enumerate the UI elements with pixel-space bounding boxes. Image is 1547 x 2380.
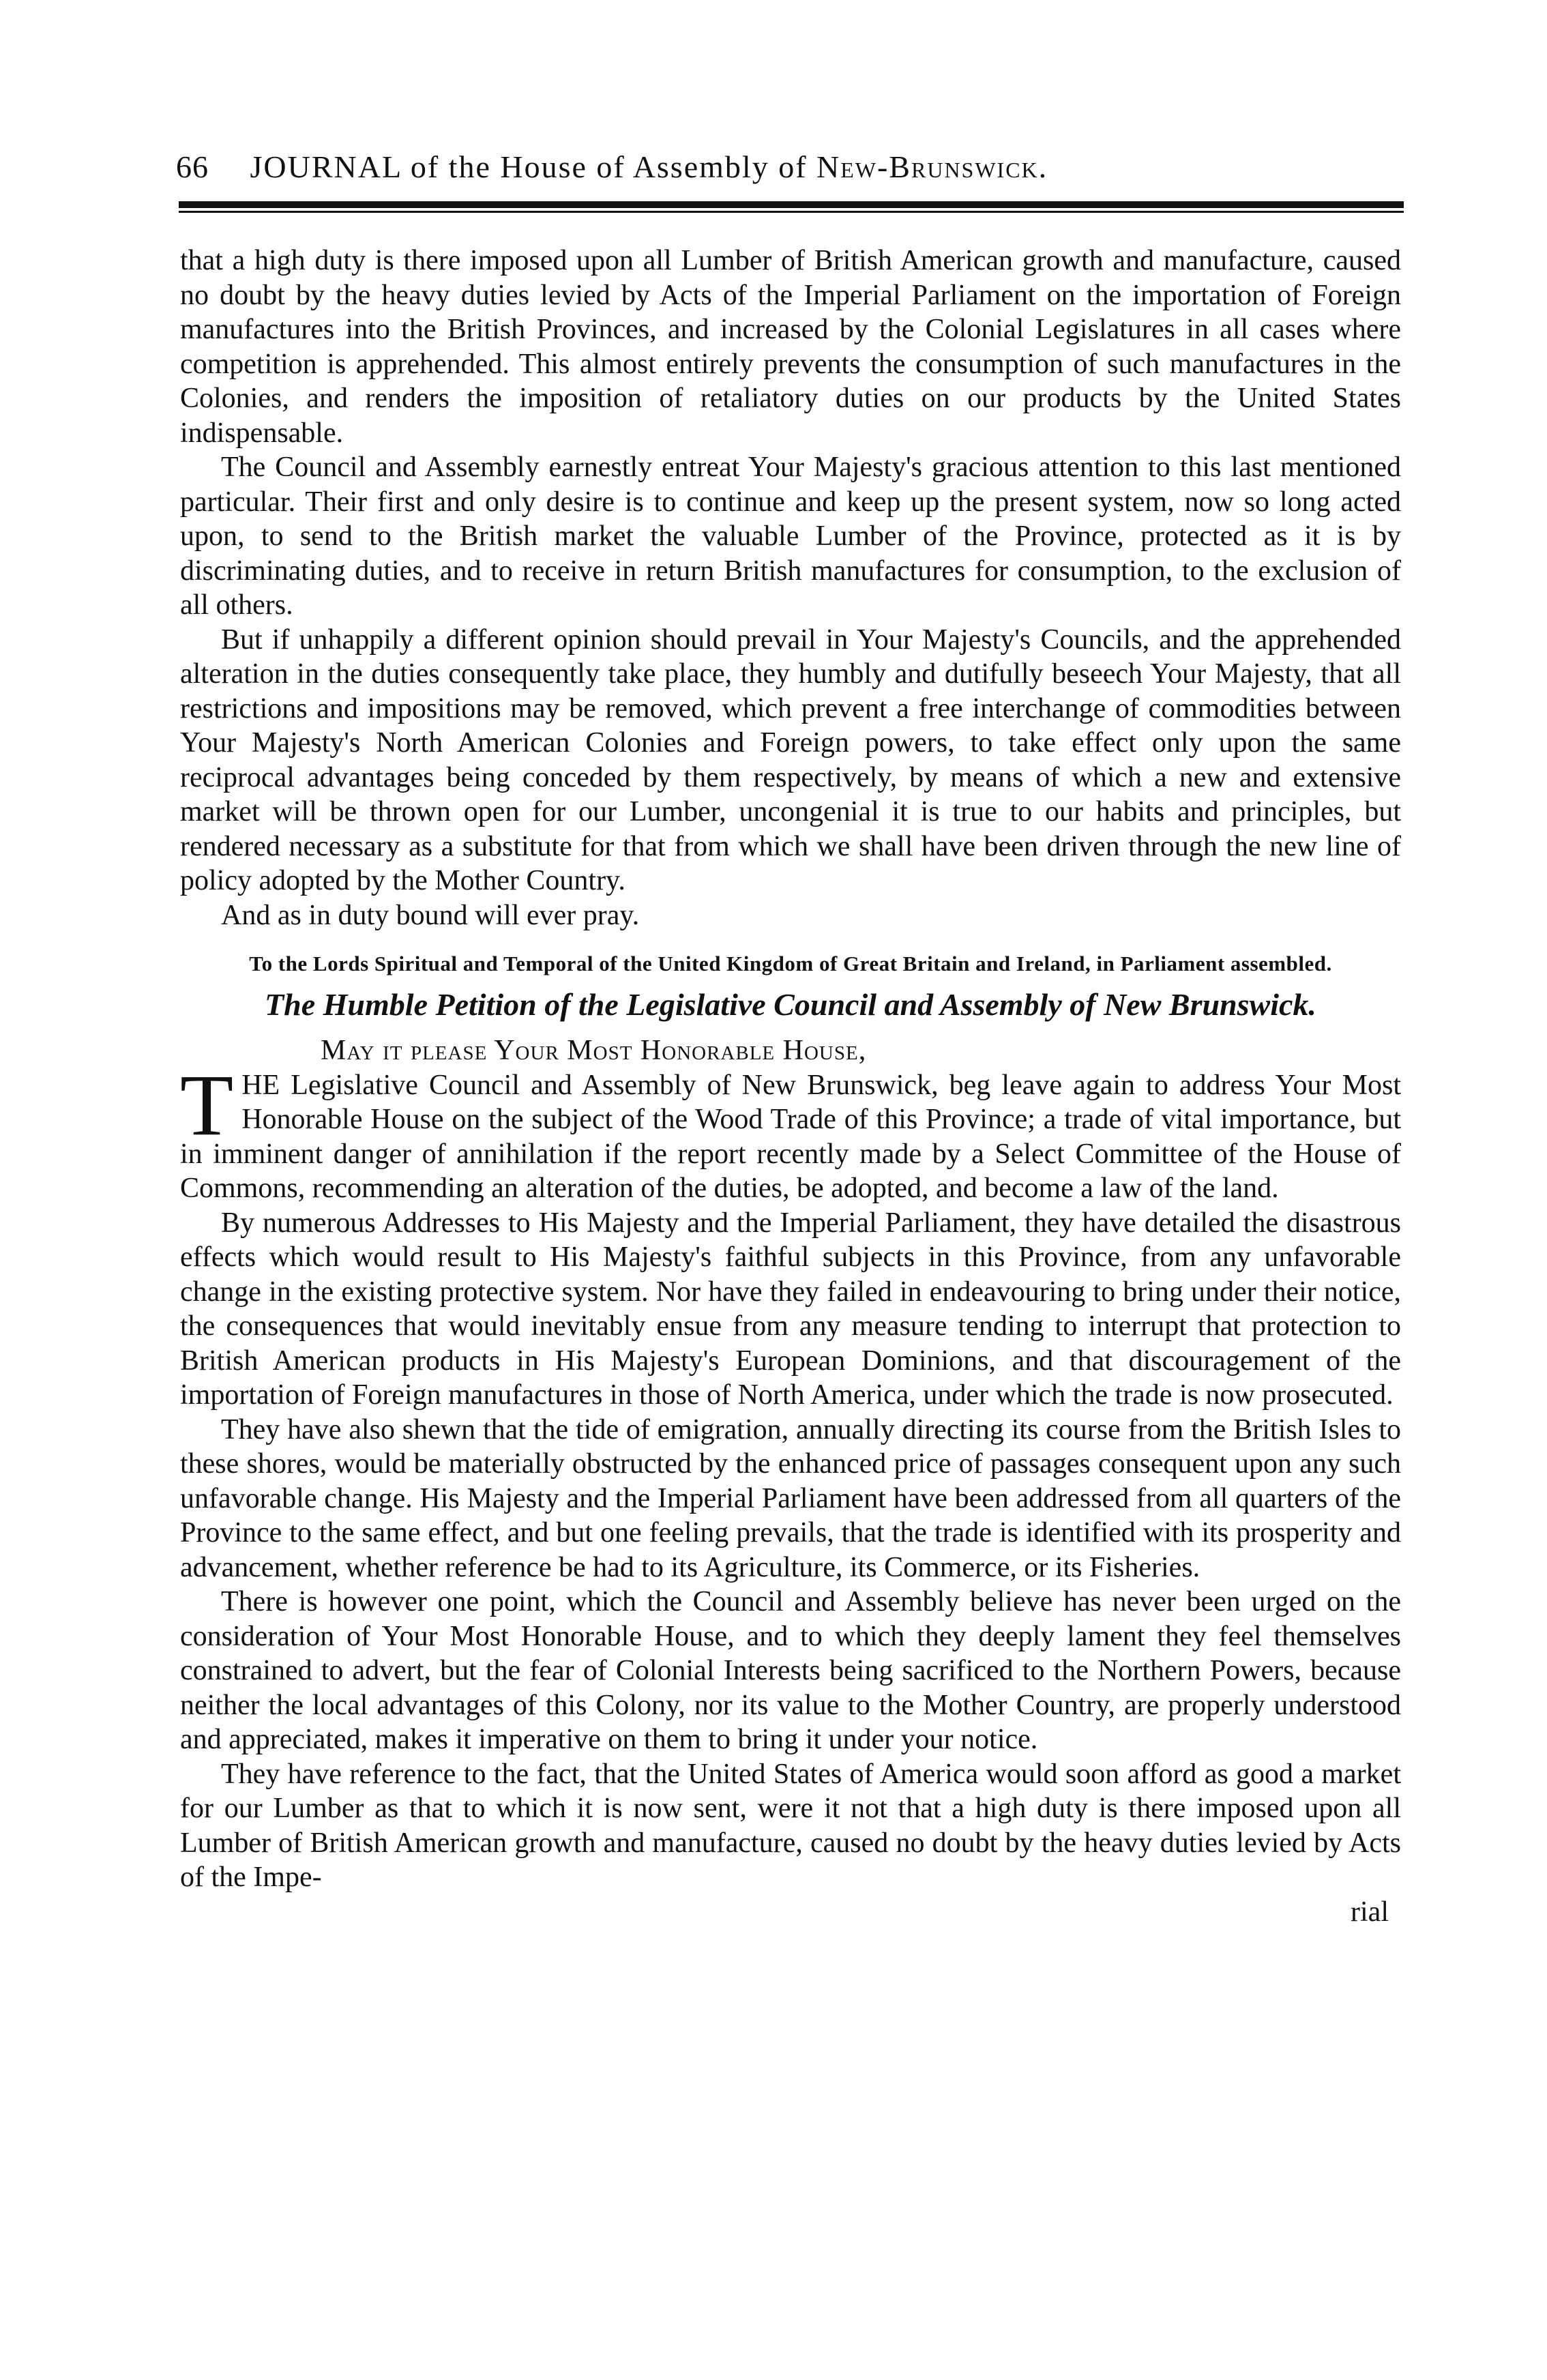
page-body [180, 244, 1401, 1929]
drop-cap: T [180, 1056, 234, 1154]
running-title-text: JOURNAL of the House of Assembly of [250, 149, 817, 184]
body-paragraph: The Council and Assembly earnestly entreat Your Majesty's gracious attention to this last mentioned particular. Their first and only desire is to continue and keep up the present system, now so long acted upon, to send to the British market the valuable Lumber of the Province, protected as it is by discriminating duties, and to receive in return British manufactures for consumption, to the exclusion of all others. [180, 452, 1401, 621]
body-paragraph: They have also shewn that the tide of emigration, annually directing its course from the British Isles to these shores, would be materially obstructed by the enhanced price of passages consequent upon any such unfavorable change. His Majesty and the Imperial Parliament have been addressed from all quarters of the Province to the same effect, and but one feeling prevails, that the trade is identified with its prosperity and advancement, whether reference be had to its Agriculture, its Commerce, or its Fisheries. [180, 1413, 1401, 1583]
petition-title: The Humble Petition of the Legislative Council and Assembly of New Brunswick. [265, 987, 1316, 1022]
page-number: 66 [176, 149, 209, 184]
catchword: rial [1351, 1896, 1389, 1928]
body-paragraph: But if unhappily a different opinion should prevail in Your Majesty's Councils, and the apprehended alteration in the duties consequently take place, they humbly and dutifully beseech Your Majesty, that all restrictions and impositions may be removed, which prevent a free interchange of commodities between Your Majesty's North American Colonies and Foreign powers, to take effect only upon the same reciprocal advantages being conceded by them respectively, by means of which a new and extensive market will be thrown open for our Lumber, uncongenial it is true to our habits and principles, but rendered necessary as a substitute for that from which we shall have been driven through the new line of policy adopted by the Mother Country. [180, 623, 1401, 896]
opening-paragraph [180, 1056, 1401, 1206]
body-paragraph: They have reference to the fact, that the United States of America would soon afford as good a market for our Lumber as that to which it is now sent, were it not that a high duty is there imposed upon all Lumber of British American growth and manufacture, caused no doubt by the heavy duties levied by Acts of the Impe- [180, 1758, 1401, 1893]
opening-paragraph-text: HE Legislative Council and Assembly of New Brunswick, beg leave again to address Your Most Honorable House on the subject of the Wood Trade of this Province; a trade of vital importance, but in imminent danger of annihilation if the report recently made by a Select Committee of the House of Commons, recommending an alteration of the duties, be adopted, and become a law of the land. [180, 1069, 1401, 1204]
running-title [250, 149, 1048, 184]
running-title-province: New-Brunswick. [816, 149, 1048, 184]
header-rule-thick [179, 201, 1404, 208]
body-paragraph: that a high duty is there imposed upon all Lumber of British American growth and manufacture, caused no doubt by the heavy duties levied by Acts of the Imperial Parliament on the importation of Foreign manufactures into the British Provinces, and increased by the Colonial Legislatures in all cases where competition is apprehended. This almost entirely prevents the consumption of such manufactures in the Colonies, and renders the imposition of retaliatory duties on our products by the United States indispensable. [180, 245, 1401, 449]
body-paragraph: There is however one point, which the Council and Assembly believe has never been urged on the consideration of Your Most Honorable House, and to which they deeply lament they feel themselves constrained to advert, but the fear of Colonial Interests being sacrificed to the Northern Powers, because neither the local advantages of this Colony, nor its value to the Mother Country, are properly understood and appreciated, makes it imperative on them to bring it under your notice. [180, 1586, 1401, 1755]
petition-address: To the Lords Spiritual and Temporal of the United Kingdom of Great Britain and Ireland, in Parliament assembled. [249, 952, 1332, 975]
body-paragraph: And as in duty bound will ever pray. [221, 899, 640, 931]
header-rule-thin [179, 211, 1404, 213]
salutation: May it please Your Most Honorable House, [321, 1035, 867, 1066]
body-paragraph: By numerous Addresses to His Majesty and the Imperial Parliament, they have detailed the disastrous effects which would result to His Majesty's faithful subjects in this Province, from any unfavorable change in the existing protective system. Nor have they failed in endeavouring to bring under their notice, the consequences that would inevitably ensue from any measure tending to interrupt that protection to British American products in His Majesty's European Dominions, and that discouragement of the importation of Foreign manufactures in those of North America, under which the trade is now prosecuted. [180, 1207, 1401, 1411]
running-header [176, 147, 1404, 188]
